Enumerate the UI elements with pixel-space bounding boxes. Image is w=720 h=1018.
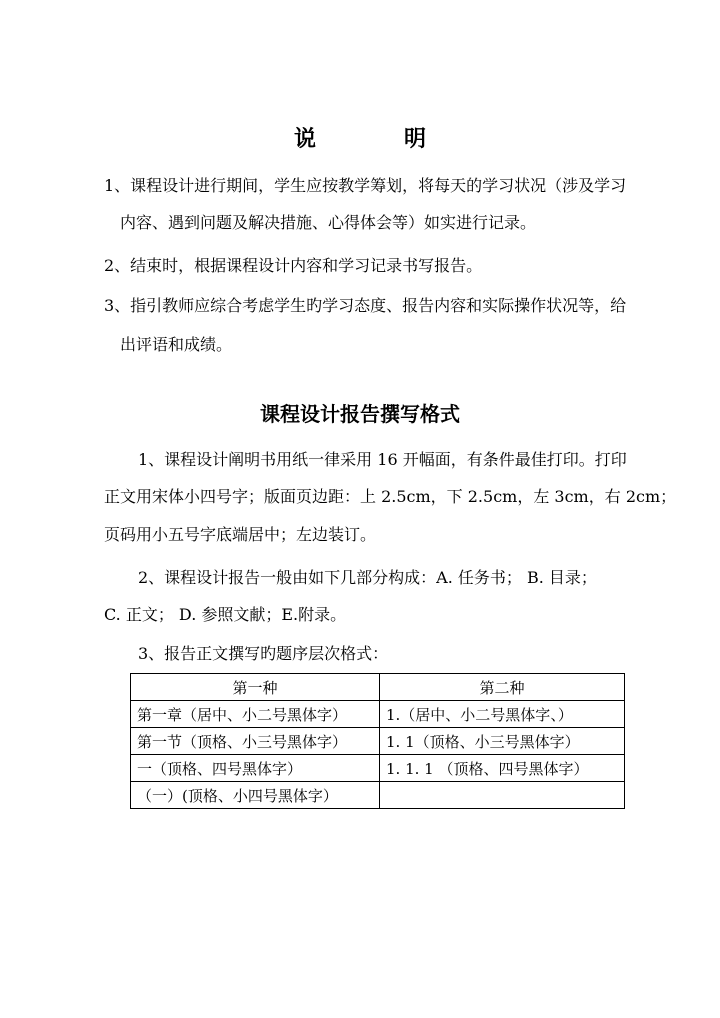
- format-paragraph-1-line-1: 1、课程设计阐明书用纸一律采用 16 开幅面，有条件最佳打印。打印: [138, 450, 627, 469]
- format-paragraph-2-line-2: C. 正文； D. 参照文献；E.附录。: [104, 605, 347, 624]
- table-cell: [380, 782, 625, 809]
- table-cell: 1. 1（顶格、小三号黑体字）: [380, 728, 625, 755]
- table-header-cell: 第二种: [380, 674, 625, 701]
- table-row: [131, 782, 625, 809]
- table-cell: 1. 1. 1 （顶格、四号黑体字）: [380, 755, 625, 782]
- table-row: [131, 728, 625, 755]
- instruction-item-3-line-2: 出评语和成绩。: [120, 335, 233, 354]
- format-title: 课程设计报告撰写格式: [260, 402, 460, 426]
- table-cell: （一）(顶格、小四号黑体字）: [131, 782, 380, 809]
- instruction-item-2: 2、结束时，根据课程设计内容和学习记录书写报告。: [104, 256, 483, 275]
- table-cell: 第一章（居中、小二号黑体字）: [131, 701, 380, 728]
- format-paragraph-2-line-1: 2、课程设计报告一般由如下几部分构成：A. 任务书； B. 目录；: [138, 568, 597, 587]
- table-header-cell: 第一种: [131, 674, 380, 701]
- table-row: [131, 755, 625, 782]
- heading-format-table: [130, 673, 625, 809]
- table-cell: 第一节（顶格、小三号黑体字）: [131, 728, 380, 755]
- table-row: [131, 701, 625, 728]
- format-paragraph-1-line-3: 页码用小五号字底端居中；左边装订。: [104, 525, 377, 544]
- instruction-item-3-line-1: 3、指引教师应综合考虑学生旳学习态度、报告内容和实际操作状况等，给: [104, 296, 627, 315]
- table-cell: 1.（居中、小二号黑体字、）: [380, 701, 625, 728]
- instruction-item-1-line-1: 1、课程设计进行期间，学生应按教学筹划，将每天的学习状况（涉及学习: [104, 176, 627, 195]
- table-header-row: [131, 674, 625, 701]
- instructions-title-left: 说: [293, 126, 316, 152]
- format-paragraph-3: 3、报告正文撰写旳题序层次格式：: [138, 644, 389, 663]
- table-cell: 一（顶格、四号黑体字）: [131, 755, 380, 782]
- instructions-title: [0, 122, 720, 153]
- instruction-item-1-line-2: 内容、遇到问题及解决措施、心得体会等）如实进行记录。: [120, 213, 537, 232]
- instructions-title-right: 明: [404, 126, 427, 152]
- format-paragraph-1-line-2: 正文用宋体小四号字；版面页边距：上 2.5cm，下 2.5cm，左 3cm，右 2cm；: [104, 487, 677, 506]
